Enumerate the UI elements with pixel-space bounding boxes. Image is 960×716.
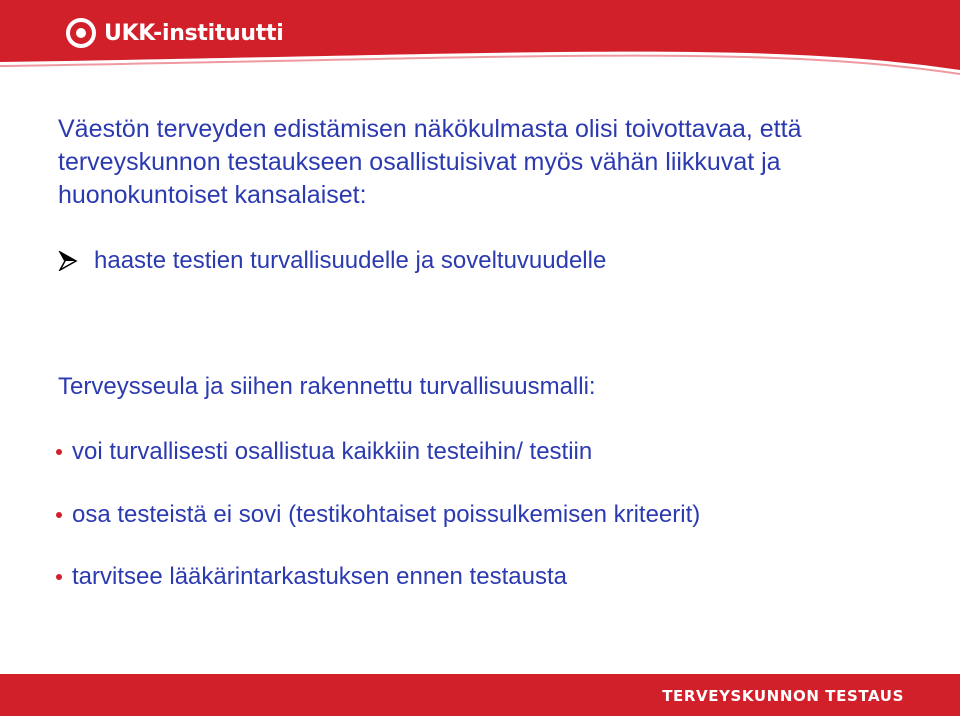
bullet-item — [56, 500, 700, 530]
bullet-text: tarvitsee lääkärintarkastuksen ennen testausta — [72, 563, 567, 590]
footer-label: TERVEYSKUNNON TESTAUS — [662, 687, 904, 705]
bullet-text: osa testeistä ei sovi (testikohtaiset poissulkemisen kriteerit) — [72, 501, 701, 528]
section-heading: Terveysseula ja siihen rakennettu turvallisuusmalli: — [58, 373, 596, 400]
bullet-text: voi turvallisesti osallistua kaikkiin testeihin/ testiin — [72, 438, 593, 465]
logo-text: UKK-instituutti — [104, 20, 284, 46]
bullet-item — [56, 437, 592, 467]
intro-paragraph: Väestön terveyden edistämisen näkökulmasta olisi toivottavaa, että terveyskunnon testaukseen osallistuisivat myös vähän liikkuvat ja huonokuntoiset kansalaiset: — [58, 115, 802, 209]
bullet-item — [56, 562, 567, 592]
bullet-dot-icon — [56, 449, 62, 455]
bullet-dot-icon — [56, 512, 62, 518]
arrow-bullet-icon — [58, 251, 78, 271]
arrow-bullet-item — [58, 246, 606, 276]
bullet-dot-icon — [56, 574, 62, 580]
arrow-bullet-text: haaste testien turvallisuudelle ja soveltuvuudelle — [94, 247, 607, 274]
